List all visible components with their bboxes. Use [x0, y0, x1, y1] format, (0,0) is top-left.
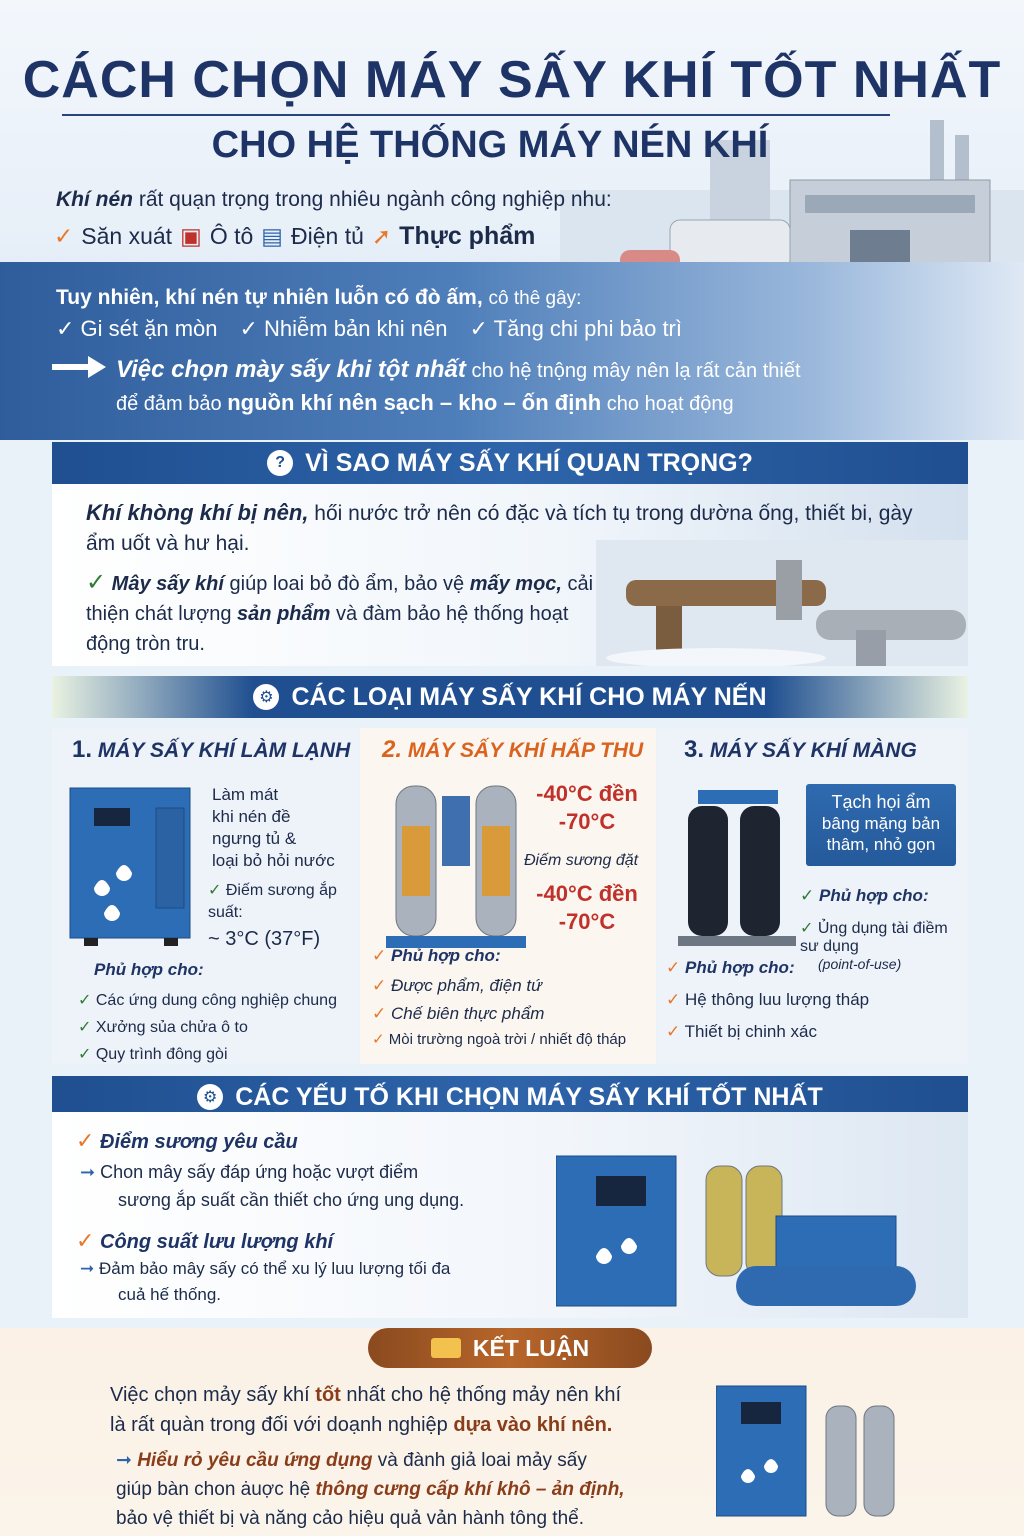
type-desiccant-title: 2. MÁY SẤY KHÍ HẤP THU — [382, 736, 644, 763]
folder-icon — [431, 1338, 461, 1358]
arrow-icon — [52, 356, 106, 378]
moisture-issues — [56, 316, 682, 342]
type-refrigerated-title: 1. MÁY SẤY KHÍ LÀM LẠNH — [72, 736, 351, 763]
check-icon: ✓ — [86, 569, 107, 596]
moisture-lead: Tuy nhiên, khí nén tự nhiên luỗn có đò ấm, cô thê gây: — [56, 286, 582, 309]
pipes-illustration — [596, 540, 968, 666]
industry-food: Thực phẩm — [399, 222, 536, 250]
intro-text: Khí nén rất quạn trọng trong nhiêu ngành công nghiệp nhu: — [56, 188, 612, 211]
factor-text-dewpoint: ➞ Chon mây sấy đáp ứng hoặc vượt điểm sương ắp suất cần thiết cho ứng ung dụng. — [80, 1162, 465, 1210]
refrigerated-fit-label: Phủ hợp cho: — [94, 960, 204, 979]
list-item: ✓ Được phẩm, điện tứ — [372, 976, 542, 995]
membrane-dryer-image — [678, 786, 796, 956]
gear-icon: ⚙ — [253, 684, 279, 710]
why-paragraph-1: Khí khòng khí bị nên, hői nước trở nên có đặc và tích tụ trong dườna ống, thiết bi, gày ẩm uốt và hư hại. — [86, 500, 913, 555]
compressor-system-image — [556, 1136, 956, 1316]
membrane-fit-label-1: ✓ Phủ hợp cho: — [800, 886, 929, 905]
membrane-fit-label-2: ✓ Phủ hợp cho: — [666, 958, 795, 977]
desiccant-dryer-image — [386, 776, 526, 956]
type-desiccant — [360, 728, 656, 1064]
desiccant-dewpoint-label: Điếm sương đặt — [524, 852, 639, 869]
page-subtitle: CHO HỆ THỐNG MÁY NÉN KHÍ — [211, 124, 769, 166]
check-icon: ✓ — [54, 223, 74, 249]
conclusion-paragraph-1: Việc chọn mảy sấy khí tốt nhất cho hệ thống mảy nên khí là rất quàn trong đối với doạnh nghiệp dựa vào khí nên. — [110, 1384, 622, 1436]
industry-list — [54, 222, 535, 251]
conclusion-paragraph-2: ➞ Hiểu rỏ yêu cầu ứng dụng và đành giả loai mảy sấy giúp bàn chon ȧuợc hệ thông cưng cấp khí khô – ản định, bảo vệ thiết bị và năng cảo hiệu quả vản hành tông thể. — [116, 1450, 625, 1529]
list-item: ✓ Quy trình đông gòi — [78, 1046, 228, 1063]
why-paragraph-2: ✓ Mây sấy khí giúp loai bỏ đò ẩm, bảo vệ mấy mọc, cải thiện chát lượng sản phẩm và đàm bảo hệ thống hoạt động tròn tru. — [86, 569, 594, 655]
car-icon: ▣ — [180, 223, 202, 249]
issue-corrosion: ✓ Gi sét ặn mòn — [56, 316, 218, 341]
desiccant-fit-label: ✓ Phủ hợp cho: — [372, 946, 501, 965]
list-item: ✓ Chế biên thực phẩm — [372, 1004, 545, 1023]
factor-title-flow: ✓ Công suất lưu lượng khí — [76, 1228, 334, 1253]
refrigerated-dryer-image — [64, 778, 204, 948]
membrane-badge: Tạch họi ẩm bâng mặng bản thâm, nhỏ gọn — [806, 784, 956, 866]
title-divider — [62, 114, 890, 116]
industry-electronics: Điện tủ — [291, 223, 364, 249]
conclusion-dryer-image — [716, 1376, 906, 1526]
gear-icon: ⚙ — [197, 1084, 223, 1110]
refrigerated-desc: Làm mát khi nén đề ngưng tủ & loại bỏ hỏi nước — [212, 785, 335, 870]
chip-icon: ▤ — [261, 223, 284, 249]
check-icon: ✓ — [208, 882, 222, 899]
factor-text-flow: ➞ Đảm bảo mây sấy có thể xu lý luu lượng tối đa cuả hế thống. — [80, 1259, 451, 1304]
list-item: ✓ Ủng dụng tài điềm sư dụng (point-of-use) — [800, 920, 948, 972]
list-item: ✓ Thiết bị chinh xác — [666, 1022, 817, 1041]
issue-contamination: ✓ Nhiễm bản khi nên — [239, 316, 448, 341]
industry-manufacturing: Săn xuát — [81, 223, 173, 249]
moisture-conclusion: Việc chọn mày sấy khi tột nhất cho hệ tnộng mây nên lạ rất cản thiết để đảm bảo nguồn khí nên sạch – kho – ốn định cho hoạt động — [116, 356, 801, 415]
question-icon: ? — [267, 450, 293, 476]
food-icon: ➚ — [371, 223, 392, 249]
why-heading: ? VÌ SAO MÁY SẤY KHÍ QUAN TRỌNG? — [52, 442, 968, 484]
list-item: ✓ Xưởng sủa chửa ô to — [78, 1019, 248, 1036]
refrigerated-dewpoint: ✓ Điếm sương ắp suất: ~ 3°C (37°F) — [208, 882, 337, 950]
industry-auto: Ô tô — [209, 223, 254, 249]
issue-maintenance: ✓ Tăng chi phi bảo trì — [469, 316, 682, 341]
factor-title-dewpoint: ✓ Điểm sương yêu cầu — [76, 1128, 298, 1153]
desiccant-range-1: -40°C đền -70°C — [536, 781, 638, 834]
desiccant-range-2: -40°C đền -70°C — [536, 881, 638, 934]
type-refrigerated — [52, 728, 358, 1064]
page-title: CÁCH CHỌN MÁY SẤY KHÍ TỐT NHẤT — [22, 51, 1002, 109]
conclusion-heading: KẾT LUẬN — [368, 1328, 652, 1368]
list-item: ✓ Hệ thông luu lượng tháp — [666, 990, 870, 1009]
list-item: ✓ Mòi trường ngoà trời / nhiết độ tháp — [372, 1031, 627, 1048]
list-item: ✓ Các ứng dung công nghiệp chung — [78, 992, 337, 1009]
factors-heading: ⚙ CÁC YẾU TỐ KHI CHỌN MÁY SẤY KHÍ TỐT NHẤT — [52, 1076, 968, 1118]
types-heading: ⚙ CÁC LOẠI MÁY SẤY KHÍ CHO MÁY NẾN — [52, 676, 968, 718]
type-membrane-title: 3. MÁY SẤY KHÍ MÀNG — [684, 736, 917, 763]
